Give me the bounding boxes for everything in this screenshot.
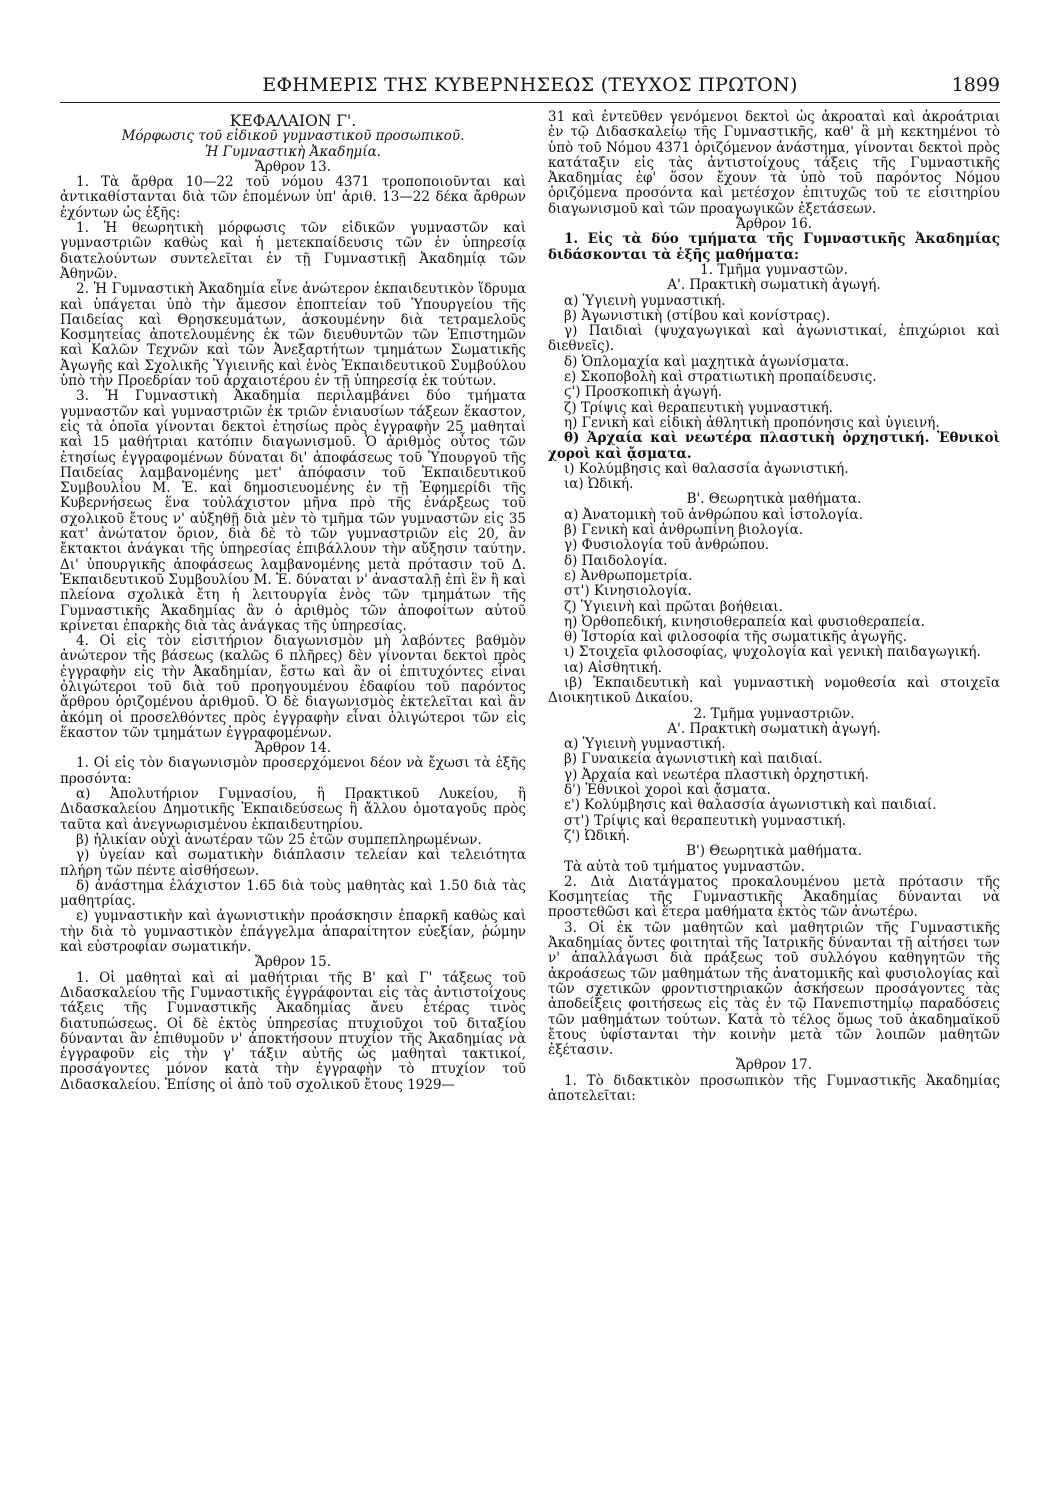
chapter-subtitle: Μόρφωσις τοῦ εἰδικοῦ γυμναστικοῦ προσωπικοῦ.	[121, 128, 465, 145]
article-14-item: γ) ὑγείαν καὶ σωματικὴν διάπλασιν τελείαν καὶ τελειότητα πλήρη τῶν πέντε αἰσθήσεων.	[60, 847, 526, 879]
course-item: γ) Παιδιαὶ (ψυχαγωγικαὶ καὶ ἀγωνιστικαί, ἐπιχώριοι καὶ διεθνεῖς).	[548, 323, 1000, 355]
course-item: δ') Ἐθνικοὶ χοροὶ καὶ ᾄσματα.	[564, 782, 771, 799]
article-15-paragraph: 1. Οἱ μαθηταὶ καὶ αἱ μαθήτριαι τῆς Β' καὶ Γ' τάξεως τοῦ Διδασκαλείου τῆς Γυμναστικῆς ἐγγράφονται εἰς τὰς ἀντιστοίχους τάξεις τῆς Γυμναστικῆς Ἀκαδημίας ἄνευ ἑτέρας τινὸς διατυπώσεως. Οἱ δὲ ἐκτὸς ὑπηρεσίας πτυχιοῦχοι τοῦ διταξίου δύνανται ἂν ἐπιθυμοῦν ν' ἀποκτήσουν πτυχίον τῆς Ἀκαδημίας νὰ ἐγγραφοῦν εἰς τὴν γ' τάξιν αὐτῆς ὡς μαθηταὶ τακτικοί, προσάγοντες μόνον κατὰ τὴν ἐγγραφὴν τὸ πτυχίον τοῦ Διδασκαλείου. Ἐπίσης οἱ ἀπὸ τοῦ σχολικοῦ ἔτους 1929—	[60, 969, 526, 1093]
article-13-paragraph: 1. Ἡ θεωρητικὴ μόρφωσις τῶν εἰδικῶν γυμναστῶν καὶ γυμναστριῶν καθὼς καὶ ἡ μετεκπαίδευσις τῶν ἐν ὑπηρεσίᾳ διατελούντων συντελεῖται ἐν τῇ Γυμναστικῇ Ἀκαδημίᾳ τῶν Ἀθηνῶν.	[60, 220, 526, 282]
course-item: γ) Φυσιολογία τοῦ ἀνθρώπου.	[564, 537, 769, 554]
department-heading: 2. Τμῆμα γυμναστριῶν.	[693, 705, 855, 722]
course-item: β) Γυναικεία ἀγωνιστικὴ καὶ παιδιαί.	[564, 751, 823, 768]
article-17-heading: Ἄρθρον 17.	[735, 1057, 812, 1074]
course-item: θ) Ἀρχαία καὶ νεωτέρα πλαστικὴ ὀρχηστική. Ἐθνικοὶ χοροὶ καὶ ᾄσματα.	[548, 430, 1000, 462]
section-heading: Α'. Πρακτικὴ σωματικὴ ἀγωγή.	[667, 277, 881, 294]
chapter-subtitle-academy: Ἡ Γυμναστικὴ Ἀκαδημία.	[205, 143, 381, 160]
article-16-paragraph: 3. Οἱ ἐκ τῶν μαθητῶν καὶ μαθητριῶν τῆς Γυμναστικῆς Ἀκαδημίας ὄντες φοιτηταὶ τῆς Ἰατρικῆς δύνανται τῇ αἰτήσει των ν' ἀπαλλάγωσι διὰ πράξεως τοῦ συλλόγου καθηγητῶν τῆς ἀκροάσεως τῶν μαθημάτων τῆς ἀνατομικῆς καὶ φυσιολογίας καὶ τῶν σχετικῶν φροντιστηριακῶν ἀσκήσεων προσάγοντες τὰς ἀποδείξεις φοιτήσεως εἰς τὰς ἐν τῷ Πανεπιστημίῳ παραδόσεις τῶν μαθημάτων τούτων. Κατὰ τὸ τέλος ὅμως τοῦ ἀκαδημαϊκοῦ ἔτους ὑφίστανται τὴν κοινὴν μετὰ τῶν λοιπῶν μαθητῶν ἐξέτασιν.	[548, 919, 1000, 1059]
course-item: γ) Ἀρχαία καὶ νεωτέρα πλαστικὴ ὀρχηστική.	[564, 766, 869, 783]
section-heading: Β') Θεωρητικὰ μαθήματα.	[686, 843, 862, 860]
course-item: ι) Στοιχεῖα φιλοσοφίας, ψυχολογία καὶ γενικὴ παιδαγωγική.	[564, 644, 981, 661]
course-item: η) Ὀρθοπεδική, κινησιοθεραπεία καὶ φυσιοθεραπεία.	[564, 613, 925, 630]
article-14-paragraph: 1. Οἱ εἰς τὸν διαγωνισμὸν προσερχόμενοι δέον νὰ ἔχωσι τὰ ἑξῆς προσόντα:	[60, 755, 526, 787]
course-item: θ) Ἱστορία καὶ φιλοσοφία τῆς σωματικῆς ἀγωγῆς.	[564, 629, 907, 646]
course-item: ζ') Ὠδική.	[564, 827, 631, 844]
article-14-item: α) Ἀπολυτήριον Γυμνασίου, ἢ Πρακτικοῦ Λυκείου, ἢ Διδασκαλείου Δημοτικῆς Ἐκπαιδεύσεως ἢ ἄλλου ὁμοταγοῦς πρὸς ταῦτα καὶ ἀνεγνωρισμένου ἐκπαιδευτηρίου.	[60, 786, 526, 833]
article-13-paragraph: 1. Τὰ ἄρθρα 10—22 τοῦ νόμου 4371 τροποποιοῦνται καὶ ἀντικαθίστανται διὰ τῶν ἑπομένων ὑπ' ἀριθ. 13—22 δέκα ἄρθρων ἐχόντων ὡς ἑξῆς:	[60, 174, 526, 221]
course-item: ζ) Ὑγιεινὴ καὶ πρῶται βοήθειαι.	[564, 598, 783, 615]
article-14-item: δ) ἀνάστημα ἐλάχιστον 1.65 διὰ τοὺς μαθητὰς καὶ 1.50 διὰ τὰς μαθητρίας.	[60, 877, 526, 910]
article-16-heading: Ἄρθρον 16.	[735, 216, 812, 233]
course-item: ϛ') Προσκοπικὴ ἀγωγή.	[564, 384, 723, 401]
course-item: η) Γενικὴ καὶ εἰδικὴ ἀθλητικὴ προπόνησις καὶ ὑγιεινή.	[564, 414, 940, 431]
course-item: ιβ) Ἐκπαιδευτικὴ καὶ γυμναστικὴ νομοθεσία καὶ στοιχεῖα Διοικητικοῦ Δικαίου.	[548, 674, 1000, 707]
course-item: δ) Ὁπλομαχία καὶ μαχητικὰ ἀγωνίσματα.	[564, 353, 850, 370]
course-item: α) Ὑγιεινὴ γυμναστική.	[564, 292, 726, 309]
course-item: ε) Ἀνθρωπομετρία.	[564, 567, 693, 584]
course-item: στ') Τρίψις καὶ θεραπευτικὴ γυμναστική.	[564, 812, 847, 829]
article-14-heading: Ἄρθρον 14.	[254, 740, 331, 757]
article-17-paragraph: 1. Τὸ διδακτικὸν προσωπικὸν τῆς Γυμναστικῆς Ἀκαδημίας ἀποτελεῖται:	[548, 1072, 1000, 1104]
article-16-paragraph: 2. Διὰ Διατάγματος προκαλουμένου μετὰ πρότασιν τῆς Κοσμητείας τῆς Γυμναστικῆς Ἀκαδημίας δύνανται νὰ προστεθῶσι καὶ ἕτερα μαθήματα ἐκτὸς τῶν ἀνωτέρω.	[548, 873, 1000, 921]
section-heading: Α'. Πρακτικὴ σωματικὴ ἀγωγή.	[667, 720, 881, 737]
article-14-item: ε) γυμναστικὴν καὶ ἀγωνιστικὴν προάσκησιν ἐπαρκῆ καθὼς καὶ τὴν διὰ τὸ γυμναστικὸν ἐπάγγελμα ἀπαραίτητον εὐεξίαν, ῥώμην καὶ εὐστροφίαν σωματικήν.	[60, 908, 526, 956]
article-13-paragraph: 2. Ἡ Γυμναστικὴ Ἀκαδημία εἶνε ἀνώτερον ἐκπαιδευτικὸν ἵδρυμα καὶ ὑπάγεται ὑπὸ τὴν ἄμεσον ἐποπτείαν τοῦ Ὑπουργείου τῆς Παιδείας καὶ Θρησκευμάτων, ἀσκουμένην διὰ τετραμελοῦς Κοσμητείας ἀποτελουμένης ἐκ τῶν διευθυντῶν τῶν Ἐπιστημῶν καὶ Καλῶν Τεχνῶν καὶ τῶν Ἀνεξαρτήτων τμημάτων Σωματικῆς Ἀγωγῆς καὶ Σχολικῆς Ὑγιεινῆς καὶ ἑνὸς Ἐκπαιδευτικοῦ Συμβούλου ὑπὸ τὴν Προεδρίαν τοῦ ἀρχαιοτέρου ἐν τῇ ὑπηρεσίᾳ ἐκ τούτων.	[60, 281, 526, 390]
article-15-continuation: 31 καὶ ἐντεῦθεν γενόμενοι δεκτοὶ ὡς ἀκροαταὶ καὶ ἀκροάτριαι ἐν τῷ Διδασκαλείῳ τῆς Γυμναστικῆς, καθ' ἃ μὴ κεκτημένοι τὸ ὑπὸ τοῦ Νόμου 4371 ὁριζόμενον ἀνάστημα, γίνονται δεκτοὶ πρὸς κατάταξιν εἰς τὰς ἀντιστοίχους τάξεις τῆς Γυμναστικῆς Ἀκαδημίας ἐφ' ὅσον ἔχουν τὰ ὑπὸ τοῦ παρόντος Νόμου ὁριζόμενα προσόντα καὶ μετέσχον ἐπιτυχῶς τοῦ τε εἰσιτηρίου διαγωνισμοῦ καὶ τῶν προαγωγικῶν ἐξετάσεων.	[548, 109, 1000, 217]
course-item: α) Ἀνατομικὴ τοῦ ἀνθρώπου καὶ ἱστολογία.	[564, 506, 863, 523]
same-courses-note: Τὰ αὐτὰ τοῦ τμήματος γυμναστῶν.	[564, 858, 805, 875]
right-column	[548, 110, 1000, 1104]
article-13-paragraph: 4. Οἱ εἰς τὸν εἰσιτήριον διαγωνισμὸν μὴ λαβόντες βαθμὸν ἀνώτερον τῆς βάσεως (καλῶς 6 πλῆρες) δὲν γίνονται δεκτοὶ πρὸς ἐγγραφὴν εἰς τὴν Ἀκαδημίαν, ἔστω καὶ ἂν οἱ ἐπιτυχόντες εἶναι ὀλιγώτεροι τοῦ διὰ τοῦ προηγουμένου ἐδαφίου τοῦ παρόντος ἄρθρου ὁριζομένου ἀριθμοῦ. Ὁ δὲ διαγωνισμὸς ἐκτελεῖται καὶ ἂν ἀκόμη οἱ προσελθόντες πρὸς ἐγγραφὴν εἶναι ὀλιγώτεροι τῶν εἰς ἕκαστον τῶν τμημάτων ἐγγραφομένων.	[60, 633, 526, 741]
left-column	[60, 110, 526, 1093]
course-item: ι) Κολύμβησις καὶ θαλασσία ἀγωνιστική.	[564, 460, 849, 477]
article-13-heading: Ἄρθρον 13.	[254, 158, 331, 175]
article-13-paragraph: 3. Ἡ Γυμναστικὴ Ἀκαδημία περιλαμβάνει δύο τμήματα γυμναστῶν καὶ γυμναστριῶν ἐκ τριῶν ἐνιαυσίων τάξεων ἕκαστον, εἰς τὰ ὁποῖα γίνονται δεκτοὶ ἐτησίως πρὸς ἐγγραφὴν 25 μαθηταὶ καὶ 15 μαθήτριαι κατόπιν διαγωνισμοῦ. Ὁ ἀριθμὸς οὗτος τῶν ἐτησίως ἐγγραφομένων δύναται δι' ἀποφάσεως τοῦ Ὑπουργοῦ τῆς Παιδείας λαμβανομένης μετ' ἀπόφασιν τοῦ Ἐκπαιδευτικοῦ Συμβουλίου Μ. Ἐ. καὶ δημοσιευομένης ἐν τῇ Ἐφημερίδι τῆς Κυβερνήσεως ἕνα τοὐλάχιστον μῆνα πρὸ τῆς ἐνάρξεως τοῦ σχολικοῦ ἔτους ν' αὐξηθῇ διὰ μὲν τὸ τμῆμα τῶν γυμναστῶν εἰς 35 κατ' ἀνώτατον ὅριον, διὰ δὲ τὸ τῶν γυμναστριῶν εἰς 20, ἂν ἔκτακτοι ἀνάγκαι τῆς ὑπηρεσίας ἐπιβάλλουν τὴν αὔξησιν ταύτην. Δι' ὑπουργικῆς ἀποφάσεως λαμβανομένης μετὰ πρότασιν τοῦ Δ. Ἐκπαιδευτικοῦ Συμβουλίου Μ. Ἐ. δύναται ν' ἀνασταλῇ ἐπὶ ἓν ἢ καὶ πλείονα σχολικὰ ἔτη ἡ λειτουργία ἑνὸς τῶν τμημάτων τῆς Γυμναστικῆς Ἀκαδημίας ἂν ὁ ἀριθμὸς τῶν ἀποφοίτων αὐτοῦ κρίνεται ἐπαρκὴς διὰ τὰς ἀνάγκας τῆς ὑπηρεσίας.	[60, 388, 526, 634]
article-16-paragraph: 1. Εἰς τὰ δύο τμήματα τῆς Γυμναστικῆς Ἀκαδημίας διδάσκονται τὰ ἑξῆς μαθήματα:	[548, 231, 1000, 263]
department-heading: 1. Τμῆμα γυμναστῶν.	[700, 261, 848, 278]
course-item: στ') Κινησιολογία.	[564, 583, 692, 600]
course-item: α) Ὑγιεινὴ γυμναστική.	[564, 736, 726, 753]
course-item: ε') Κολύμβησις καὶ θαλασσία ἀγωνιστικὴ καὶ παιδιαί.	[564, 797, 937, 814]
article-14-item: β) ἡλικίαν οὐχὶ ἀνωτέραν τῶν 25 ἐτῶν συμπεπληρωμένων.	[76, 831, 482, 848]
section-heading: Β'. Θεωρητικὰ μαθήματα.	[686, 491, 862, 508]
course-item: ια) Αἰσθητική.	[564, 659, 663, 676]
article-15-heading: Ἄρθρον 15.	[254, 954, 331, 971]
gazette-title: ΕΦΗΜΕΡΙΣ ΤΗΣ ΚΥΒΕΡΝΗΣΕΩΣ (ΤΕΥΧΟΣ ΠΡΩΤΟΝ)	[262, 74, 798, 96]
page-header	[60, 68, 1000, 103]
course-item: ε) Σκοποβολὴ καὶ στρατιωτικὴ προπαίδευσις.	[564, 369, 877, 386]
course-item: β) Γενικὴ καὶ ἀνθρωπίνη βιολογία.	[564, 522, 804, 539]
course-item: ζ) Τρίψις καὶ θεραπευτικὴ γυμναστική.	[564, 399, 833, 416]
course-item: ια) Ὠδική.	[564, 476, 634, 493]
course-item: δ) Παιδολογία.	[564, 552, 668, 569]
course-item: β) Ἀγωνιστικὴ (στίβου καὶ κονίστρας).	[564, 307, 831, 324]
chapter-heading: ΚΕΦΑΛΑΙΟΝ Γ'.	[229, 112, 357, 130]
page-number: 1899	[951, 74, 1000, 96]
